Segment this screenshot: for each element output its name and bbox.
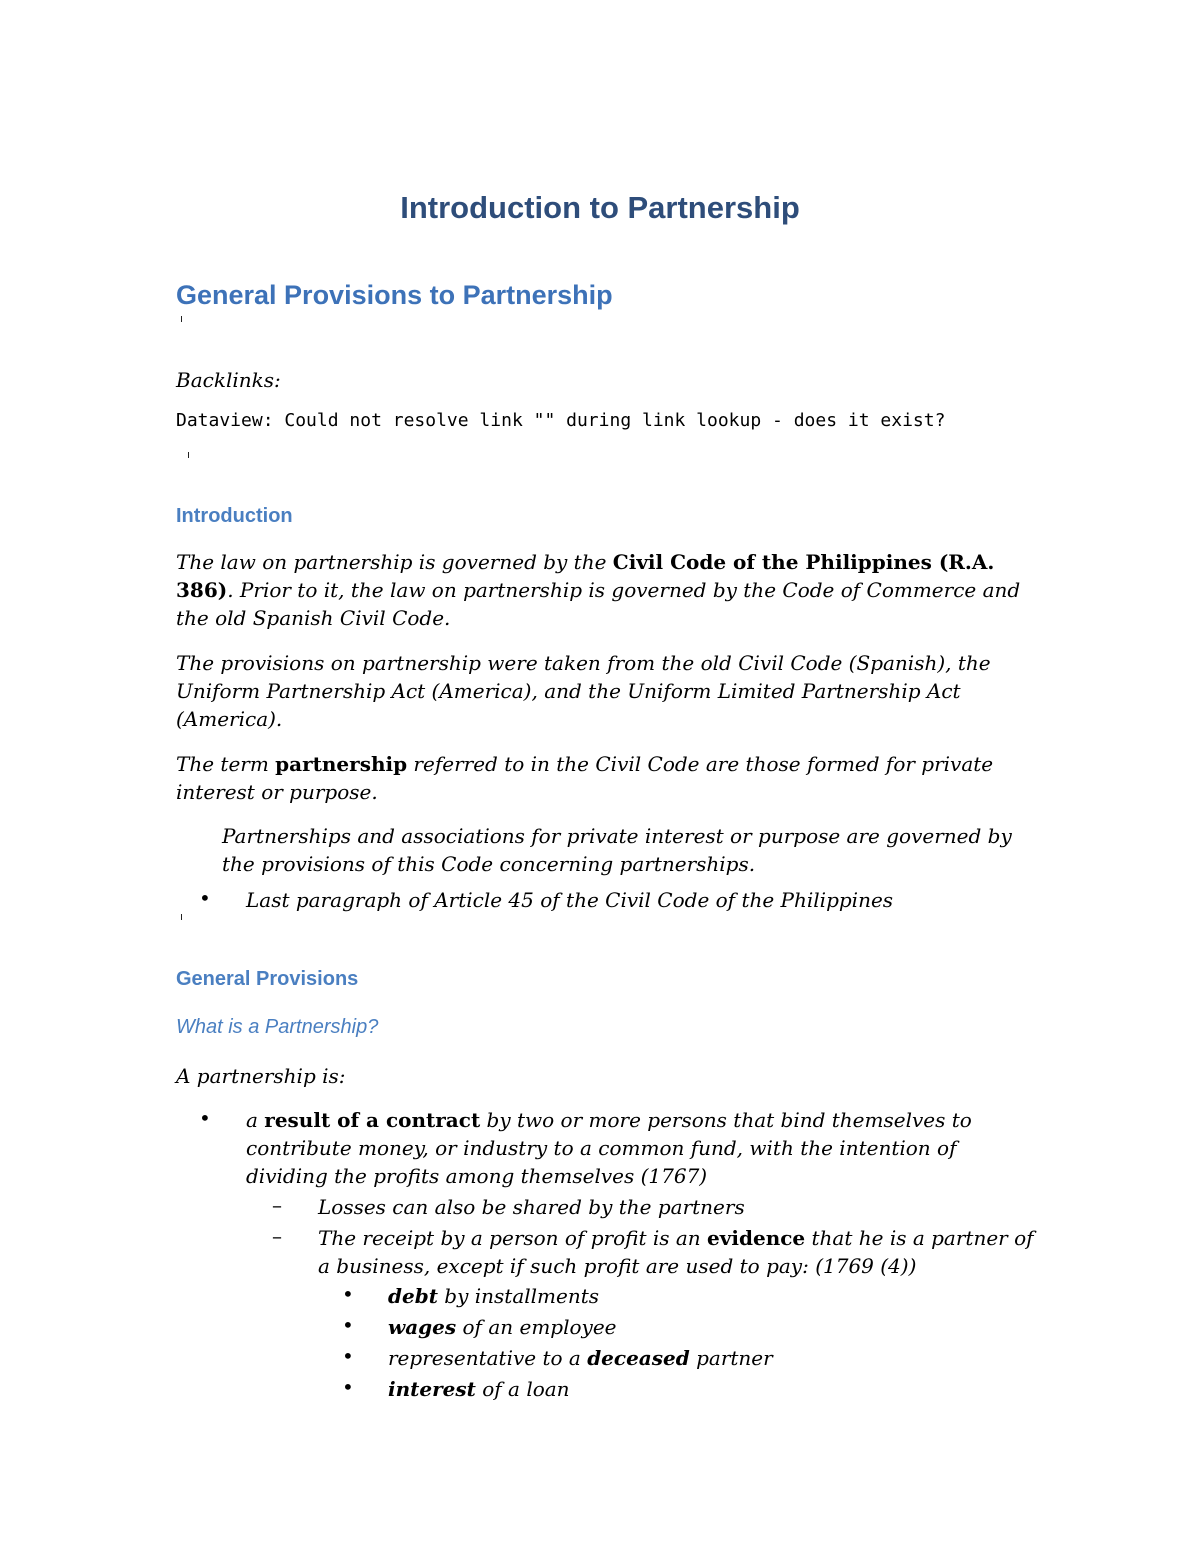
intro-paragraph-3: The term partnership referred to in the Civil Code are those formed for private interest or purpose. (176, 752, 994, 804)
sub-list-item: The receipt by a person of profit is an evidence that he is a partner of a business, except if such profit are used to pay: (1769 (4)) (318, 1226, 1034, 1278)
dataview-error: Dataview: Could not resolve link "" during link lookup - does it exist? (176, 410, 946, 431)
general-provisions-heading: General Provisions (176, 968, 359, 990)
intro-paragraph-2: The provisions on partnership were taken from the old Civil Code (Spanish), the Uniform Partnership Act (America), and the Uniform Limited Partnership Act (America). (176, 651, 991, 731)
backlinks-label: Backlinks: (176, 368, 281, 392)
page-title: Introduction to Partnership (400, 190, 800, 225)
section-heading: General Provisions to Partnership (176, 280, 613, 310)
tick-mark (188, 452, 189, 458)
tick-mark (181, 316, 182, 322)
quote-source: Last paragraph of Article 45 of the Civil Code of the Philippines (246, 888, 894, 912)
nested-list-item: debt by installments (388, 1284, 600, 1308)
tick-mark (181, 914, 182, 920)
bullet-icon: • (342, 1282, 354, 1306)
bullet-icon: • (199, 1106, 211, 1130)
partnership-lead: A partnership is: (176, 1064, 346, 1088)
bullet-icon: • (342, 1313, 354, 1337)
bullet-icon: • (342, 1344, 354, 1368)
sub-list-item: Losses can also be shared by the partners (318, 1195, 745, 1219)
nested-list-item: wages of an employee (388, 1315, 617, 1339)
nested-list-item: interest of a loan (388, 1377, 570, 1401)
bullet-icon: • (199, 886, 211, 910)
quote-text: Partnerships and associations for private interest or purpose are governed by the provisions of this Code concerning partnerships. (222, 824, 1012, 876)
introduction-heading: Introduction (176, 505, 293, 527)
dash-icon: – (272, 1193, 282, 1217)
bullet-icon: • (342, 1375, 354, 1399)
nested-list-item: representative to a deceased partner (388, 1346, 773, 1370)
dash-icon: – (272, 1224, 282, 1248)
what-is-partnership-heading: What is a Partnership? (176, 1016, 379, 1038)
intro-paragraph-1: The law on partnership is governed by the Civil Code of the Philippines (R.A. 386). Prior to it, the law on partnership is governed by the Code of Commerce and the old Spanish Civil Code. (176, 550, 1021, 630)
list-item: a result of a contract by two or more persons that bind themselves to contribute money, or industry to a common fund, with the intention of dividing the profits among themselves (1767) (246, 1108, 972, 1188)
